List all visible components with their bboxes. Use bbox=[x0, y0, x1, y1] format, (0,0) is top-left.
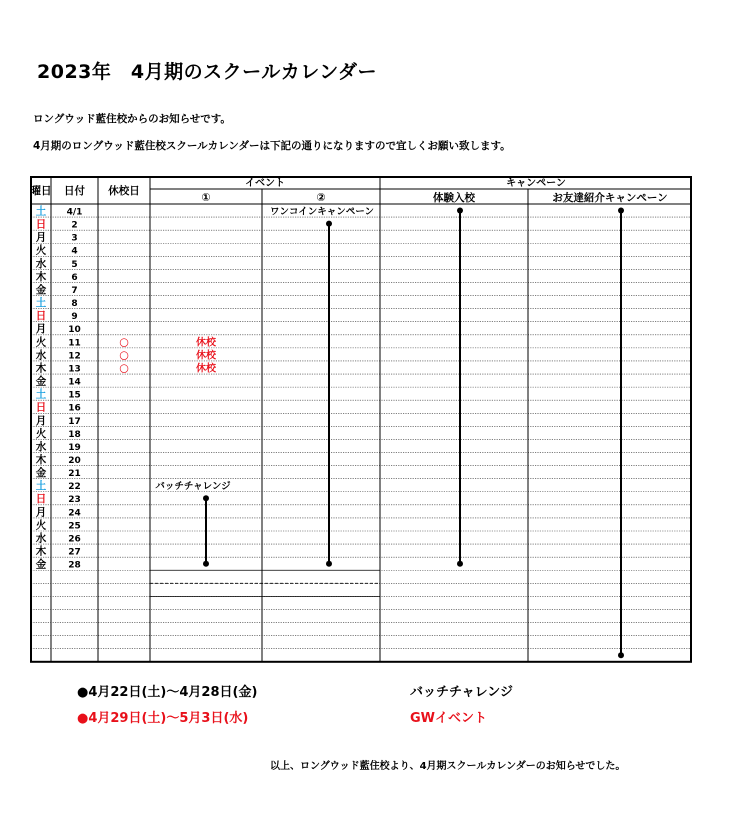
row-date: 2 bbox=[71, 220, 78, 231]
row-weekday: 水 bbox=[35, 349, 47, 362]
row-date: 8 bbox=[71, 299, 78, 310]
row-date: 5 bbox=[71, 259, 78, 270]
footer-note: 以上、ロングウッド藍住校より、4月期スクールカレンダーのお知らせでした。 bbox=[270, 761, 626, 772]
row-weekday: 月 bbox=[35, 323, 47, 336]
holiday-note: 休校 bbox=[196, 337, 216, 349]
row-weekday: 日 bbox=[35, 310, 47, 323]
row-date: 17 bbox=[68, 416, 81, 427]
table-border bbox=[31, 177, 691, 662]
row-date: 20 bbox=[68, 456, 81, 466]
page-title: 2023年 4月期のスクールカレンダー bbox=[37, 61, 377, 83]
event-end-dot bbox=[326, 561, 332, 567]
row-weekday: 水 bbox=[35, 440, 47, 453]
row-date: 24 bbox=[68, 508, 81, 519]
event-end-dot bbox=[457, 561, 463, 567]
row-date: 3 bbox=[71, 233, 78, 244]
header-event: イベント bbox=[245, 178, 285, 189]
event-label: ワンコインキャンペーン bbox=[269, 206, 375, 218]
row-weekday: 土 bbox=[35, 297, 47, 310]
row-date: 15 bbox=[68, 390, 81, 401]
holiday-note: 休校 bbox=[196, 350, 216, 362]
event-start-dot bbox=[203, 495, 209, 501]
event-label: バッチチャレンジ bbox=[155, 481, 231, 493]
event-end-dot bbox=[203, 561, 209, 567]
row-date: 25 bbox=[68, 521, 81, 532]
row-date: 18 bbox=[68, 429, 81, 440]
header-event-2: ② bbox=[316, 191, 326, 204]
row-date: 13 bbox=[68, 364, 81, 375]
event-start-dot bbox=[618, 208, 624, 214]
row-weekday: 金 bbox=[35, 375, 47, 388]
row-weekday: 木 bbox=[35, 362, 47, 375]
intro-line-2: 4月期のロングウッド藍住校スクールカレンダーは下記の通りになりますので宜しくお願い致します。 bbox=[33, 140, 511, 152]
intro-line-1: ロングウッド藍住校からのお知らせです。 bbox=[33, 113, 231, 125]
row-weekday: 月 bbox=[35, 506, 47, 519]
event-start-dot bbox=[457, 208, 463, 214]
header-date: 日付 bbox=[64, 185, 85, 197]
row-weekday: 金 bbox=[35, 283, 47, 296]
row-date: 23 bbox=[68, 495, 81, 506]
row-date: 26 bbox=[68, 534, 81, 545]
row-weekday: 木 bbox=[35, 270, 47, 283]
holiday-mark: ○ bbox=[119, 335, 129, 349]
row-weekday: 金 bbox=[35, 558, 47, 571]
summary-event-2: GWイベント bbox=[410, 711, 488, 726]
row-weekday: 日 bbox=[35, 493, 47, 506]
row-weekday: 月 bbox=[35, 414, 47, 427]
summary-event-1: バッチチャレンジ bbox=[410, 685, 513, 700]
row-weekday: 土 bbox=[35, 388, 47, 401]
row-date: 16 bbox=[68, 403, 81, 414]
header-holiday: 休校日 bbox=[108, 185, 140, 197]
row-weekday: 火 bbox=[35, 427, 47, 440]
row-weekday: 火 bbox=[35, 244, 47, 257]
row-date: 21 bbox=[68, 469, 81, 480]
row-date: 10 bbox=[68, 325, 81, 336]
row-date: 4 bbox=[71, 246, 78, 257]
row-weekday: 火 bbox=[35, 336, 47, 349]
row-date: 12 bbox=[68, 351, 81, 362]
header-campaign: キャンペーン bbox=[506, 178, 566, 189]
holiday-mark: ○ bbox=[119, 348, 129, 362]
summary-dates-2: ●4月29日(土)～5月3日(水) bbox=[77, 711, 249, 726]
header-youbi: 曜日 bbox=[30, 185, 52, 197]
holiday-mark: ○ bbox=[119, 361, 129, 375]
row-weekday: 水 bbox=[35, 257, 47, 270]
header-friend-campaign: お友達紹介キャンペーン bbox=[552, 192, 668, 204]
summary-dates-1: ●4月22日(土)～4月28日(金) bbox=[77, 685, 258, 700]
row-date: 7 bbox=[71, 285, 78, 296]
event-start-dot bbox=[326, 221, 332, 227]
row-weekday: 日 bbox=[35, 218, 47, 231]
row-date: 11 bbox=[68, 338, 81, 349]
row-date: 28 bbox=[68, 560, 81, 571]
row-weekday: 木 bbox=[35, 454, 47, 466]
row-date: 19 bbox=[68, 442, 81, 453]
row-date: 27 bbox=[68, 547, 81, 558]
row-weekday: 金 bbox=[35, 467, 47, 480]
holiday-note: 休校 bbox=[196, 363, 216, 375]
row-date: 14 bbox=[68, 377, 81, 388]
row-weekday: 木 bbox=[35, 545, 47, 558]
row-weekday: 水 bbox=[35, 532, 47, 545]
row-date: 22 bbox=[68, 482, 81, 493]
row-weekday: 土 bbox=[35, 480, 47, 493]
row-weekday: 日 bbox=[35, 401, 47, 414]
header-event-1: ① bbox=[201, 191, 211, 204]
row-weekday: 月 bbox=[35, 231, 47, 244]
event-end-dot bbox=[618, 652, 624, 658]
header-trial: 体験入校 bbox=[433, 192, 475, 204]
row-weekday: 火 bbox=[35, 519, 47, 532]
row-date: 6 bbox=[71, 272, 78, 283]
row-weekday: 土 bbox=[35, 205, 47, 218]
row-date: 9 bbox=[71, 312, 78, 323]
row-date: 4/1 bbox=[66, 207, 83, 218]
